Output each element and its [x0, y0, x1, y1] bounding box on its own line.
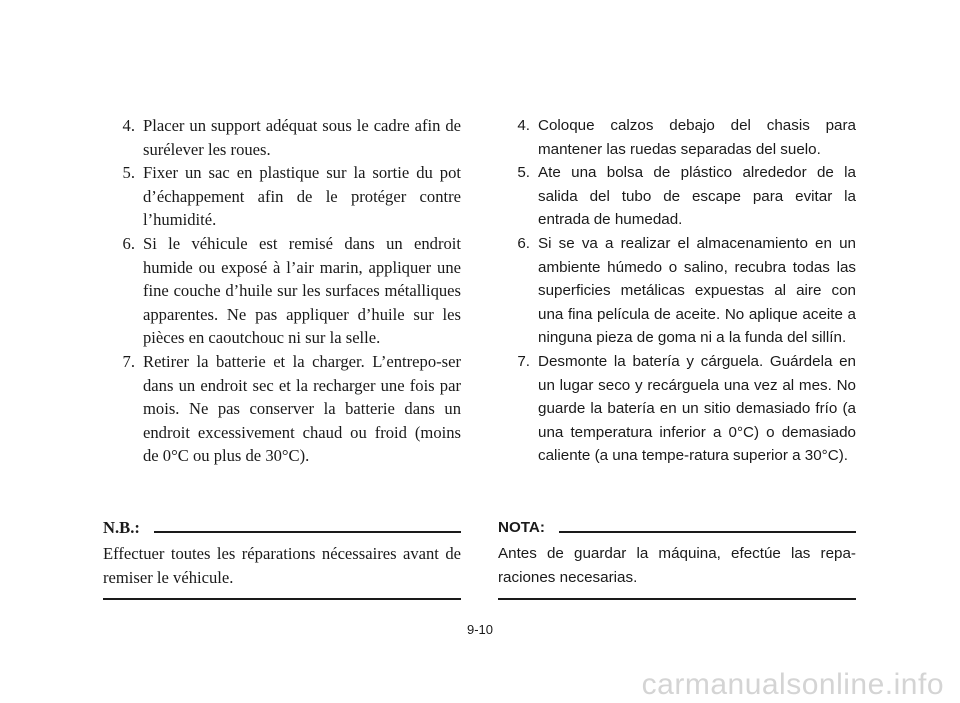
note-title: NOTA:: [498, 519, 545, 537]
spanish-column: [498, 114, 856, 468]
spanish-steps: [498, 114, 856, 468]
french-note: [103, 516, 461, 600]
step-number: 6.: [122, 233, 135, 253]
step-number: 4.: [517, 117, 530, 134]
note-text: Antes de guardar la máquina, efectúe las repa-raciones necesarias.: [498, 545, 856, 586]
french-step-4: [103, 114, 461, 161]
step-number: 7.: [517, 352, 530, 370]
french-column: [103, 114, 461, 468]
page-number: 9-10: [466, 622, 494, 637]
french-step-6: [103, 232, 461, 350]
step-text: Si se va a realizar el almacenamiento en un ambiente húmedo o salino, recubra todas las superficies metálicas expuestas al aire con una fina película de aceite. No aplique aceite a ninguna pieza de goma ni a la funda del sillín.: [538, 234, 856, 347]
note-text: Effectuer toutes les réparations nécessaires avant de remiser le véhicule.: [103, 544, 461, 587]
french-step-7: [103, 350, 461, 468]
note-divider: [559, 531, 856, 533]
spanish-step-4: [498, 114, 856, 161]
step-number: 5.: [517, 164, 530, 182]
spanish-step-5: [498, 161, 856, 232]
spanish-step-6: [498, 232, 856, 350]
step-number: 5.: [122, 163, 135, 183]
step-text: Placer un support adéquat sous le cadre afin de surélever les roues.: [143, 116, 461, 159]
step-text: Retirer la batterie et la charger. L’entrepo-ser dans un endroit sec et la recharger une fois par mois. Ne pas conserver la batterie dans un endroit excessivement chaud ou froid (moins de 0°C ou plus de 30°C).: [143, 351, 461, 466]
spanish-note: [498, 516, 856, 600]
step-text: Ate una bolsa de plástico alrededor de la salida del tubo de escape para evitar la entrada de humedad.: [538, 164, 856, 229]
note-bottom-rule: [103, 598, 461, 600]
note-divider: [154, 531, 461, 533]
step-number: 7.: [122, 351, 135, 371]
step-text: Coloque calzos debajo del chasis para mantener las ruedas separadas del suelo.: [538, 117, 856, 158]
step-text: Desmonte la batería y cárguela. Guárdela en un lugar seco y recárguela una vez al mes. No guarde la batería en un sitio demasiado frío (a una temperatura inferior a 0°C) o demasiado caliente (a una tempe-ratura superior a 30°C).: [538, 352, 856, 465]
spanish-step-7: [498, 350, 856, 468]
step-number: 4.: [122, 116, 135, 135]
french-steps: [103, 114, 461, 468]
french-step-5: [103, 161, 461, 232]
watermark: carmanualsonline.info: [641, 668, 944, 701]
step-text: Si le véhicule est remisé dans un endroit humide ou exposé à l’air marin, appliquer une fine couche d’huile sur les surfaces métalliques apparentes. Ne pas appliquer d’huile sur les pièces en caoutchouc ni sur la selle.: [143, 233, 461, 348]
step-text: Fixer un sac en plastique sur la sortie du pot d’échappement afin de le protéger contre l’humidité.: [143, 163, 461, 230]
note-header: [498, 516, 856, 540]
note-title: N.B.:: [103, 518, 140, 538]
note-header: [103, 516, 461, 540]
step-number: 6.: [517, 234, 530, 252]
note-bottom-rule: [498, 598, 856, 600]
